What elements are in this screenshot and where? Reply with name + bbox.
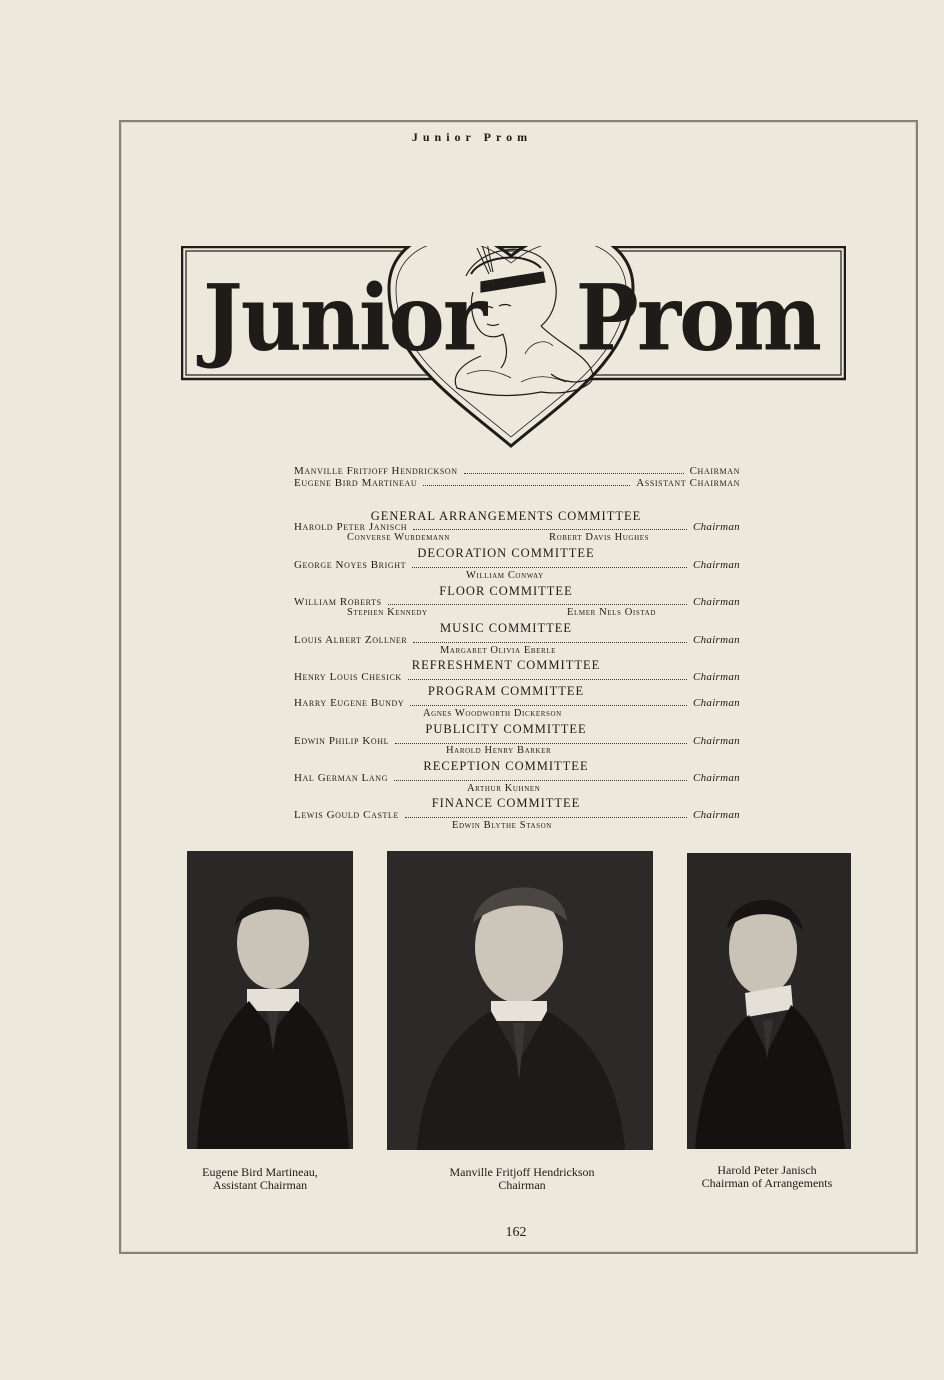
committee-member: Harold Henry Barker (446, 745, 552, 756)
caption-role: Chairman of Arrangements (701, 1176, 833, 1190)
officer-line (294, 465, 740, 477)
chair-name: Harry Eugene Bundy (294, 697, 405, 709)
committee-title: FLOOR COMMITTEE (439, 584, 573, 598)
caption-role: Chairman (498, 1178, 546, 1192)
dot-leader (412, 567, 687, 568)
chair-name: William Roberts (294, 596, 382, 608)
dot-leader (413, 642, 687, 643)
running-head: Junior Prom (411, 130, 533, 144)
dot-leader (413, 529, 687, 530)
chair-name: Henry Louis Chesick (294, 671, 402, 683)
committee-member: Agnes Woodworth Dickerson (423, 708, 562, 719)
committee-member: Stephen Kennedy (347, 607, 428, 618)
committee-member: William Conway (466, 570, 544, 581)
caption-name: Eugene Bird Martineau, (202, 1165, 318, 1179)
committee-member: Edwin Blythe Stason (452, 820, 552, 831)
committee-chair-line (294, 671, 740, 683)
officer-role: Chairman (689, 465, 740, 477)
portrait-silhouette (687, 853, 851, 1149)
caption-name: Manville Fritjoff Hendrickson (449, 1165, 595, 1179)
portrait-photo-center (387, 851, 653, 1150)
dot-leader (395, 743, 687, 744)
committee-title: PROGRAM COMMITTEE (427, 684, 585, 698)
banner-word-left: Junior (203, 264, 486, 371)
chair-role: Chairman (692, 697, 740, 709)
chair-role: Chairman (692, 596, 740, 608)
chair-name: Hal German Lang (294, 772, 388, 784)
dot-leader (410, 705, 687, 706)
committee-title: RECEPTION COMMITTEE (423, 759, 589, 773)
photo-caption-left (170, 1166, 350, 1192)
committee-title: PUBLICITY COMMITTEE (425, 722, 587, 736)
committee-title: GENERAL ARRANGEMENTS COMMITTEE (370, 509, 642, 523)
page-number: 162 (505, 1225, 527, 1240)
officer-name: Manville Fritjoff Hendrickson (294, 465, 458, 477)
chair-role: Chairman (692, 521, 740, 533)
photo-caption-right (672, 1164, 862, 1190)
dot-leader (388, 604, 687, 605)
chair-role: Chairman (692, 772, 740, 784)
officer-name: Eugene Bird Martineau (294, 477, 418, 489)
committee-title: FINANCE COMMITTEE (431, 796, 581, 810)
committee-title: MUSIC COMMITTEE (439, 621, 573, 635)
portrait-silhouette (187, 851, 353, 1149)
chair-name: Lewis Gould Castle (294, 809, 399, 821)
portrait-photo-right (687, 853, 851, 1149)
committee-member: Margaret Olivia Eberle (440, 645, 557, 656)
committee-member: Robert Davis Hughes (549, 532, 650, 543)
dot-leader (423, 485, 630, 486)
caption-role: Assistant Chairman (212, 1178, 308, 1192)
committee-title: DECORATION COMMITTEE (417, 546, 595, 560)
chair-name: Harold Peter Janisch (294, 521, 408, 533)
chair-role: Chairman (692, 809, 740, 821)
photo-caption-center (412, 1166, 632, 1192)
committee-member: Elmer Nels Oistad (567, 607, 656, 618)
chair-name: George Noyes Bright (294, 559, 407, 571)
chair-name: Edwin Philip Kohl (294, 735, 390, 747)
dot-leader (408, 679, 687, 680)
banner-word-right: Prom (575, 264, 820, 371)
chair-role: Chairman (692, 671, 740, 683)
officer-line (294, 477, 740, 489)
chair-name: Louis Albert Zollner (294, 634, 408, 646)
chair-role: Chairman (692, 559, 740, 571)
portrait-silhouette (387, 851, 653, 1150)
dot-leader (464, 473, 684, 474)
chair-role: Chairman (692, 735, 740, 747)
dot-leader (405, 817, 687, 818)
chair-role: Chairman (692, 634, 740, 646)
portrait-photo-left (187, 851, 353, 1149)
dot-leader (394, 780, 687, 781)
committee-member: Arthur Kuhnen (467, 783, 541, 794)
officer-role: Assistant Chairman (636, 477, 740, 489)
caption-name: Harold Peter Janisch (717, 1163, 817, 1177)
committee-member: Converse Wurdemann (347, 532, 450, 543)
junior-prom-banner (181, 246, 846, 380)
committee-title: REFRESHMENT COMMITTEE (411, 658, 601, 672)
